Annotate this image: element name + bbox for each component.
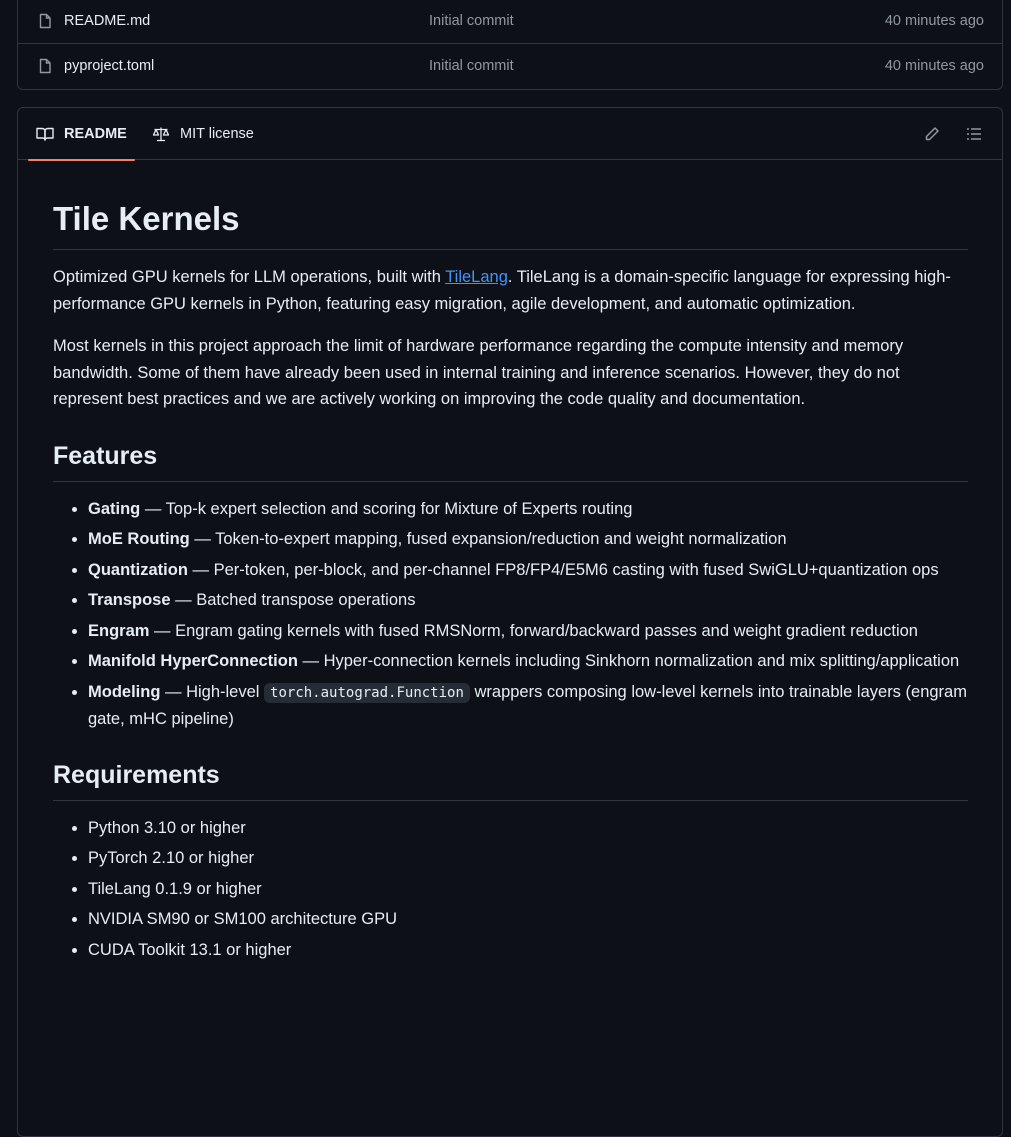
commit-time: 40 minutes ago <box>884 12 984 29</box>
requirements-list <box>53 815 968 963</box>
book-icon <box>36 126 54 142</box>
tilelang-link[interactable]: TileLang <box>445 268 508 286</box>
intro-paragraph: Optimized GPU kernels for LLM operations, built with TileLang. TileLang is a domain-specific language for expressing high-performance GPU kernels in Python, featuring easy migration, agile development, and automatic optimization. <box>53 268 951 313</box>
requirements-heading: Requirements <box>53 758 968 801</box>
commit-time: 40 minutes ago <box>884 58 984 74</box>
list-item: • Transpose — Batched transpose operations <box>88 587 968 613</box>
tab-license[interactable] <box>152 108 254 160</box>
list-item: • Engram — Engram gating kernels with fused RMSNorm, forward/backward passes and weight gradient reduction <box>88 618 968 644</box>
list-item: • Gating — Top-k expert selection and scoring for Mixture of Experts routing <box>88 496 968 522</box>
list-item: • MoE Routing — Token-to-expert mapping, fused expansion/reduction and weight normalization <box>88 526 968 552</box>
file-icon <box>37 58 53 74</box>
list-item: • NVIDIA SM90 or SM100 architecture GPU <box>88 906 968 932</box>
inline-code: torch.autograd.Function <box>264 683 470 703</box>
list-item: • CUDA Toolkit 13.1 or higher <box>88 937 968 963</box>
list-icon <box>966 126 982 142</box>
readme-title: Tile Kernels <box>53 199 968 250</box>
features-list <box>53 496 968 732</box>
file-name[interactable]: README.md <box>64 12 151 29</box>
list-item: • Modeling — High-level torch.autograd.Function wrappers composing low-level kernels into trainable layers (engram gate, mHC pipeline) <box>88 679 968 732</box>
readme-panel <box>17 107 1003 1137</box>
file-icon <box>37 13 53 29</box>
pencil-icon <box>924 126 940 142</box>
file-name[interactable]: pyproject.toml <box>64 58 155 74</box>
list-item: • TileLang 0.1.9 or higher <box>88 876 968 902</box>
tab-readme-label: README <box>64 126 127 142</box>
commit-message[interactable]: Initial commit <box>429 58 514 74</box>
readme-header <box>18 108 1002 160</box>
outline-button[interactable] <box>963 123 985 145</box>
features-heading: Features <box>53 439 968 482</box>
file-row[interactable] <box>18 0 1002 43</box>
tab-license-label: MIT license <box>180 126 254 142</box>
commit-message[interactable]: Initial commit <box>429 12 514 29</box>
list-item: • Quantization — Per-token, per-block, and per-channel FP8/FP4/E5M6 casting with fused SwiGLU+quantization ops <box>88 557 968 583</box>
tab-readme[interactable] <box>28 108 135 160</box>
description-paragraph: Most kernels in this project approach the limit of hardware performance regarding the compute intensity and memory bandwidth. Some of them have already been used in internal training and inference scenarios. However, they do not represent best practices and we are actively working on improving the code quality and documentation. <box>53 337 904 408</box>
list-item: • Python 3.10 or higher <box>88 815 968 841</box>
scale-icon <box>152 126 170 142</box>
file-list <box>17 0 1003 90</box>
file-row[interactable] <box>18 43 1002 88</box>
list-item: • Manifold HyperConnection — Hyper-connection kernels including Sinkhorn normalization and mix splitting/application <box>88 648 968 674</box>
readme-content <box>53 161 968 967</box>
edit-button[interactable] <box>921 123 943 145</box>
list-item: • PyTorch 2.10 or higher <box>88 845 968 871</box>
